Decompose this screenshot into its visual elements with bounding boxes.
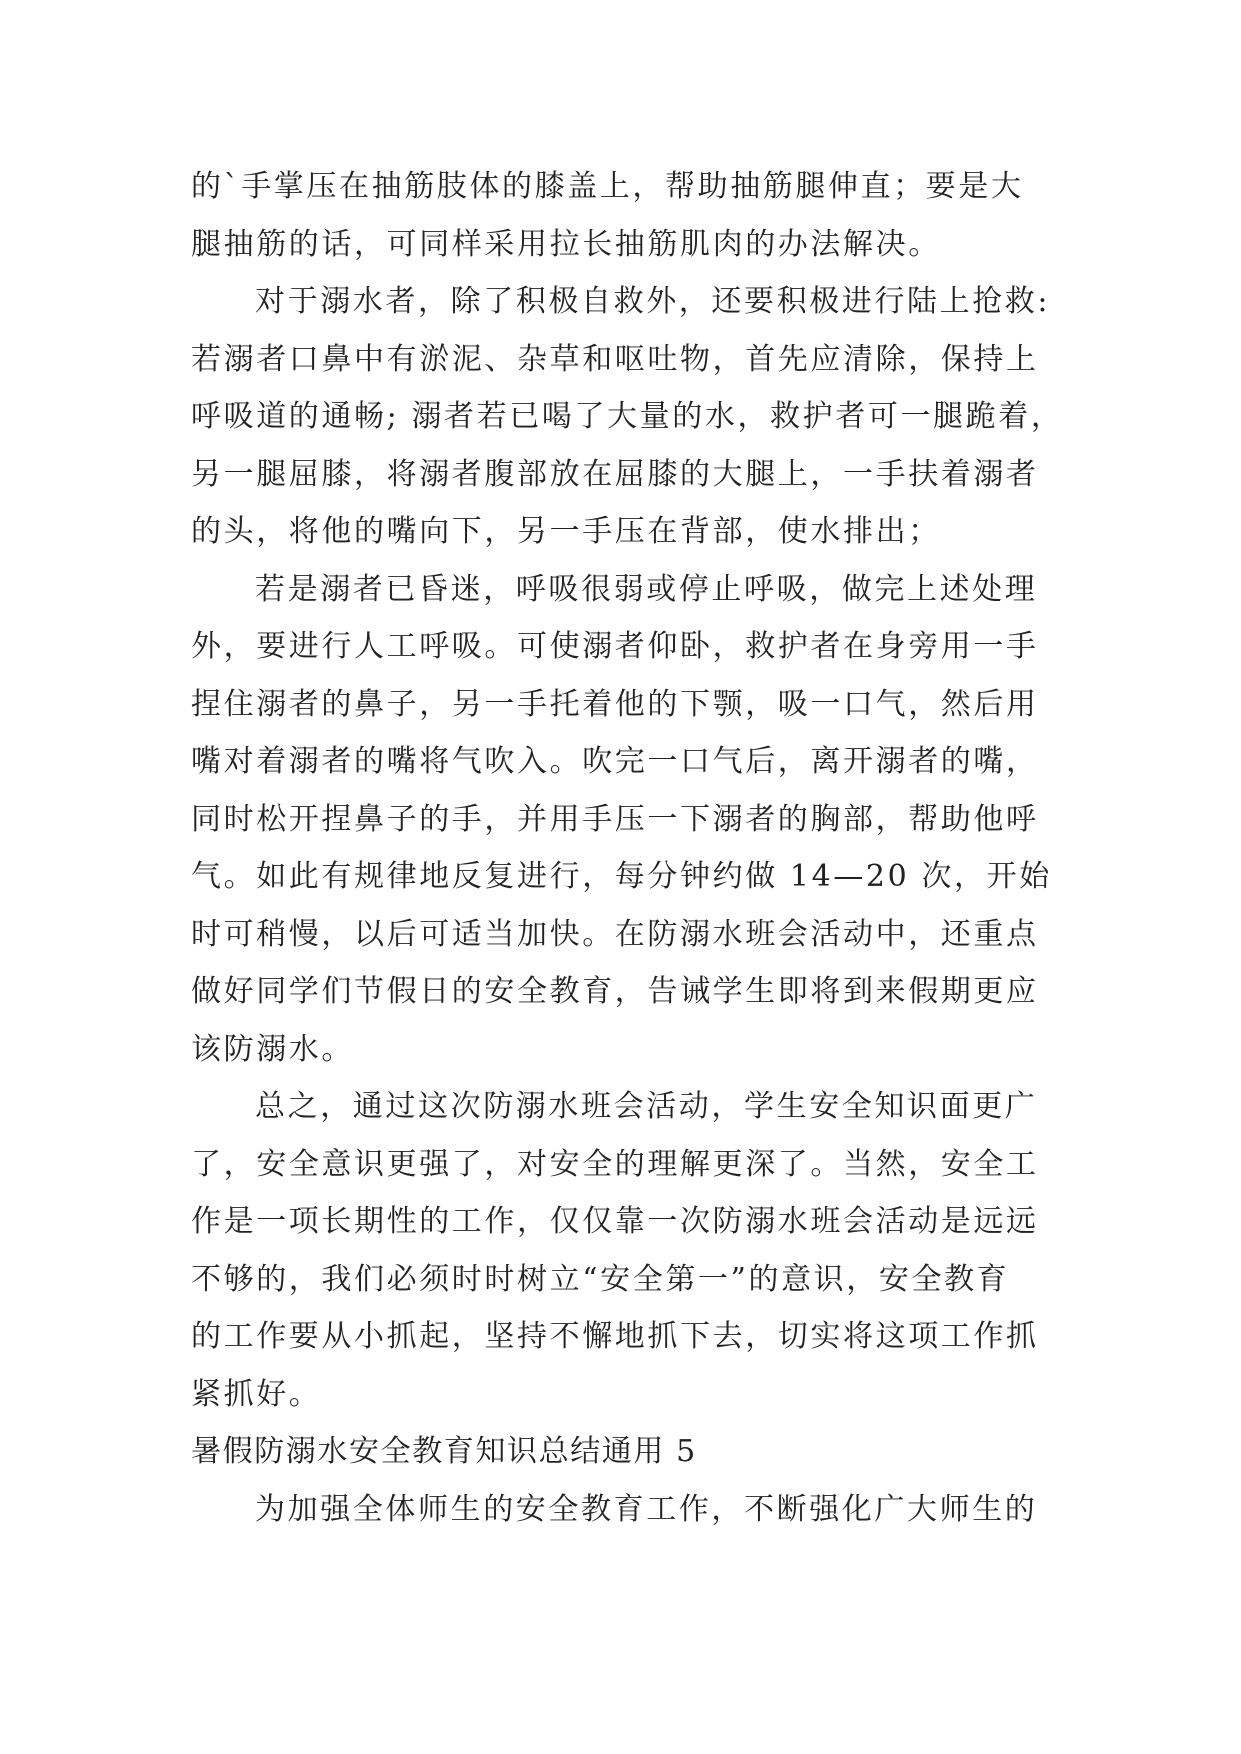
text-line: 捏住溺者的鼻子，另一手托着他的下颚，吸一口气，然后用 [191, 686, 1039, 722]
text-line: 紧抓好。 [191, 1376, 322, 1412]
text-line: 不够的，我们必须时时树立“安全第一”的意识，安全教育 [191, 1261, 1010, 1297]
section-heading: 暑假防溺水安全教育知识总结通用 5 [191, 1434, 697, 1469]
text-line: 另一腿屈膝，将溺者腹部放在屈膝的大腿上，一手扶着溺者 [191, 456, 1039, 492]
text-line: 做好同学们节假日的安全教育，告诫学生即将到来假期更应 [191, 974, 1039, 1009]
text-line: 若是溺者已昏迷，呼吸很弱或停止呼吸，做完上述处理 [255, 571, 1038, 607]
text-line: 腿抽筋的话，可同样采用拉长抽筋肌肉的办法解决。 [191, 226, 941, 262]
text-line: 嘴对着溺者的嘴将气吹入。吹完一口气后，离开溺者的嘴， [191, 744, 1039, 779]
text-line: 该防溺水。 [191, 1031, 354, 1067]
document-body [191, 158, 1071, 1538]
text-line: 气。如此有规律地反复进行，每分钟约做 14—20 次，开始 [191, 859, 1052, 894]
text-line: 若溺者口鼻中有淤泥、杂草和呕吐物，首先应清除，保持上 [191, 341, 1039, 377]
text-line: 时可稍慢，以后可适当加快。在防溺水班会活动中，还重点 [191, 916, 1039, 952]
text-line: 的工作要从小抓起，坚持不懈地抓下去，切实将这项工作抓 [191, 1319, 1039, 1354]
text-line: 外，要进行人工呼吸。可使溺者仰卧，救护者在身旁用一手 [191, 629, 1039, 664]
text-line: 的`手掌压在抽筋肢体的膝盖上，帮助抽筋腿伸直；要是大 [191, 169, 1024, 204]
text-line: 为加强全体师生的安全教育工作，不断强化广大师生的 [255, 1491, 1038, 1527]
text-line: 作是一项长期性的工作，仅仅靠一次防溺水班会活动是远远 [191, 1204, 1039, 1239]
text-line: 对于溺水者，除了积极自救外，还要积极进行陆上抢救: [255, 284, 1051, 319]
text-line: 总之，通过这次防溺水班会活动，学生安全知识面更广 [255, 1089, 1038, 1124]
text-line: 了，安全意识更强了，对安全的理解更深了。当然，安全工 [191, 1146, 1039, 1182]
text-line: 的头，将他的嘴向下，另一手压在背部，使水排出； [191, 514, 941, 549]
text-line: 呼吸道的通畅; 溺者若已喝了大量的水，救护者可一腿跪着， [191, 399, 1064, 434]
text-line: 同时松开捏鼻子的手，并用手压一下溺者的胸部，帮助他呼 [191, 801, 1039, 837]
